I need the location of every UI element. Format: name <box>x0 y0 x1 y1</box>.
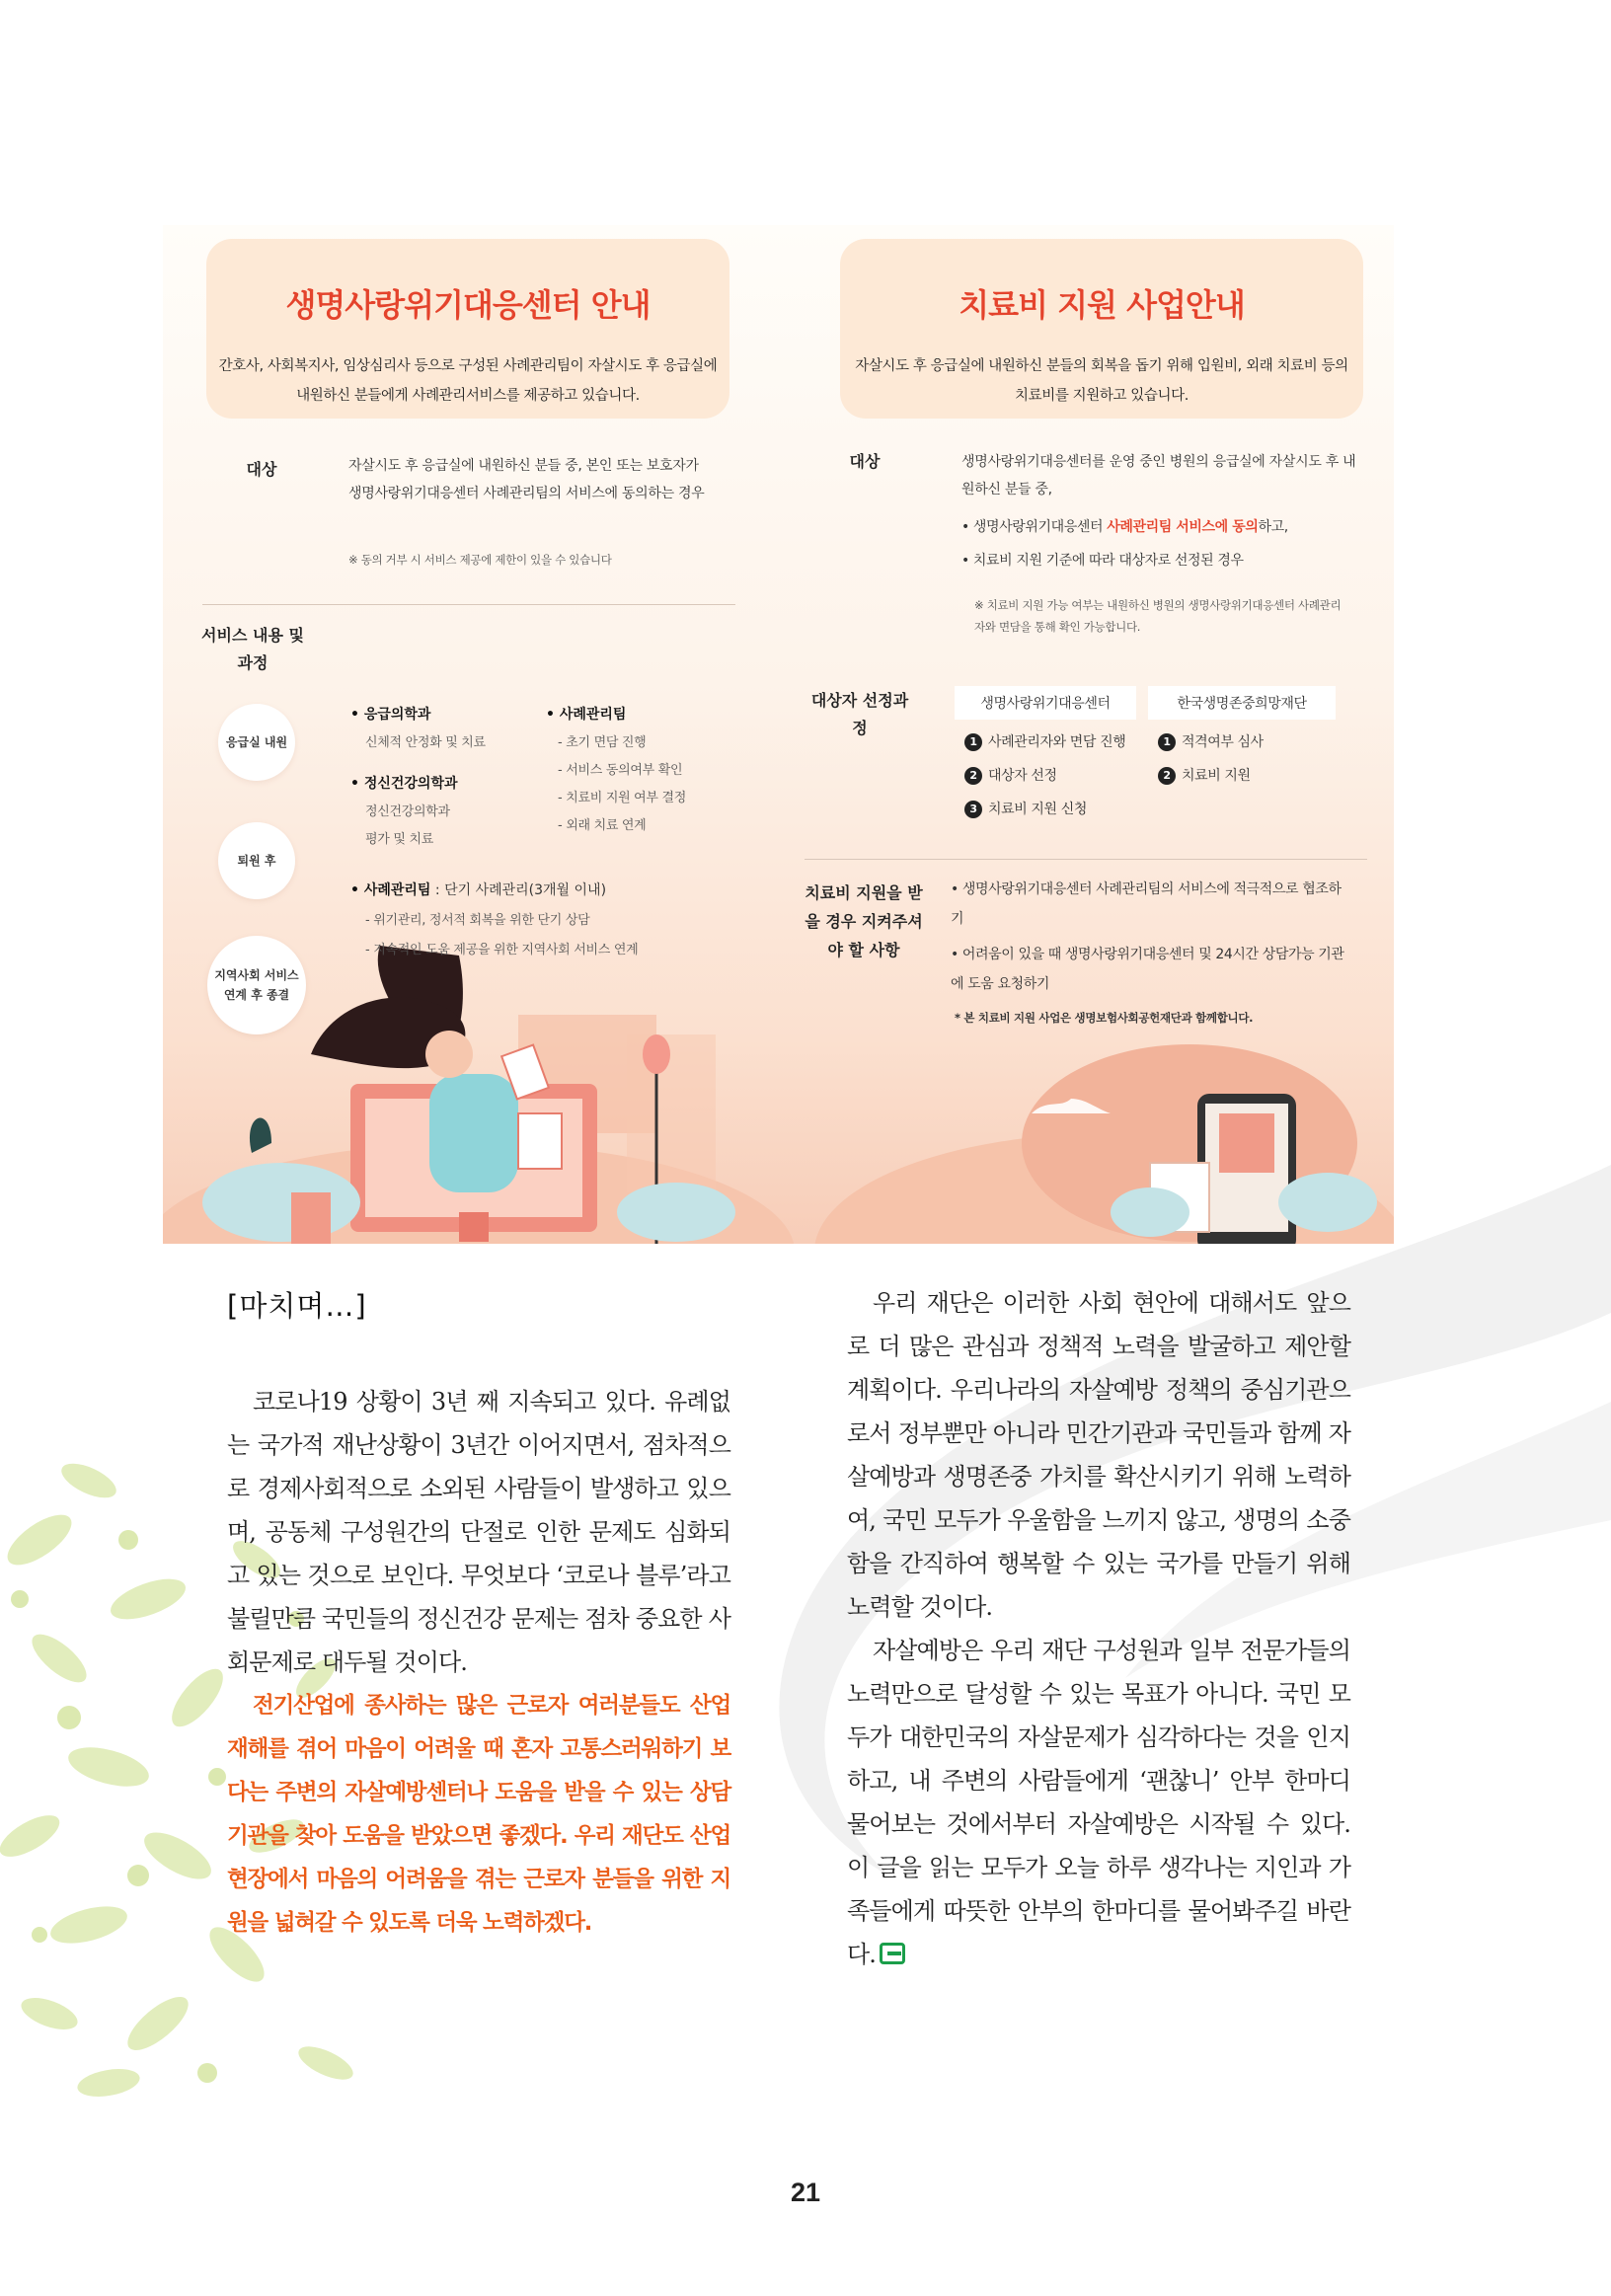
service-label: 서비스 내용 및 과정 <box>201 626 304 672</box>
org2-step-2: 2 치료비 지원 <box>1158 762 1251 790</box>
article-right-paragraph-2: 자살예방은 우리 재단 구성원과 일부 전문가들의 노력만으로 달성할 수 있는 목표가 아니다. 국민 모두가 대한민국의 자살문제가 심각하다는 것을 인지하고, 내 주변의 사람들에게 ‘괜찮니’ 안부 한마디 물어보는 것에서부터 자살예방은 시작될 수 있다. 이 글을 읽는 모두가 오늘 하루 생각나는 지인과 가족들에게 따뜻한 안부의 한마디를 물어봐주길 바란다. <box>847 1637 1350 1968</box>
case-item-2: - 서비스 동의여부 확인 <box>558 763 683 778</box>
step-emergency: 응급실 내원 <box>218 704 295 781</box>
article-left-column <box>227 1380 730 1945</box>
dept-psych-sub2: 평가 및 치료 <box>365 832 433 847</box>
step-discharge: 퇴원 후 <box>218 822 295 899</box>
end-mark-icon <box>880 1943 905 1964</box>
right-target-note: ※ 치료비 지원 가능 여부는 내원하신 병원의 생명사랑위기대응센터 사례관리자와 면담을 통해 확인 가능합니다. <box>974 598 1342 634</box>
dept-emergency-title: • 응급의학과 <box>350 707 431 723</box>
left-panel-intro: 간호사, 사회복지사, 임상심리사 등으로 구성된 사례관리팀이 자살시도 후 응급실에 내원하신 분들에게 사례관리서비스를 제공하고 있습니다. <box>218 358 718 404</box>
case-item-1: - 초기 면담 진행 <box>558 735 647 750</box>
page-number: 21 <box>790 2178 821 2207</box>
left-target-label: 대상 <box>246 460 277 479</box>
org-tab-center: 생명사랑위기대응센터 <box>955 686 1136 720</box>
org-tab-foundation: 한국생명존중희망재단 <box>1148 686 1336 720</box>
right-target-bullet-2: • 치료비 지원 기준에 따라 대상자로 선정된 경우 <box>961 553 1244 569</box>
right-panel-title: 치료비 지원 사업안내 <box>959 286 1245 324</box>
org1-step-2: 2 대상자 선정 <box>964 762 1057 790</box>
article-left-paragraph-1: 코로나19 상황이 3년 째 지속되고 있다. 유례없는 국가적 재난상황이 3년간 이어지면서, 점차적으로 경제사회적으로 소외된 사람들이 발생하고 있으며, 공동체 구성원간의 단절로 인한 문제도 심화되고 있는 것으로 보인다. 무엇보다 ‘코로나 블루’라고 불릴만큼 국민들의 정신건강 문제는 점차 중요한 사회문제로 대두될 것이다. <box>227 1388 730 1676</box>
left-target-text: 자살시도 후 응급실에 내원하신 분들 중, 본인 또는 보호자가 생명사랑위기대응센터 사례관리팀의 서비스에 동의하는 경우 <box>348 458 705 501</box>
case-item-3: - 치료비 지원 여부 결정 <box>558 791 687 805</box>
case-team-title: • 사례관리팀 <box>546 707 627 723</box>
article-left-paragraph-2: 전기산업에 종사하는 많은 근로자 여러분들도 산업재해를 겪어 마음이 어려울 때 혼자 고통스러워하기 보다는 주변의 자살예방센터나 도움을 받을 수 있는 상담기관을 찾아 도움을 받았으면 좋겠다. 우리 재단도 산업현장에서 마음의 어려움을 겪는 근로자 분들을 위한 지원을 넓혀갈 수 있도록 더욱 노력하겠다. <box>227 1693 730 1936</box>
after-discharge-title: • 사례관리팀 : 단기 사례관리(3개월 이내) <box>350 882 607 898</box>
step-community: 지역사회 서비스 연계 후 종결 <box>207 936 306 1034</box>
duty-note: * 본 치료비 지원 사업은 생명보험사회공헌재단과 함께합니다. <box>955 1011 1254 1025</box>
right-target-text: 생명사랑위기대응센터를 운영 중인 병원의 응급실에 자살시도 후 내원하신 분들 중, <box>961 454 1356 497</box>
after-item-1: - 위기관리, 정서적 회복을 위한 단기 상담 <box>365 913 590 928</box>
left-panel-title: 생명사랑위기대응센터 안내 <box>285 286 651 324</box>
case-item-4: - 외래 치료 연계 <box>558 818 647 833</box>
right-panel <box>781 225 1394 1244</box>
org2-step-1: 1 적격여부 심사 <box>1158 728 1264 756</box>
right-divider <box>805 859 1367 860</box>
org1-step-1: 1 사례관리자와 면담 진행 <box>964 728 1125 756</box>
dept-psych-sub1: 정신건강의학과 <box>365 804 450 819</box>
section-heading: [마치며…] <box>227 1289 367 1323</box>
left-title-box <box>206 239 729 419</box>
after-item-2: - 지속적인 도움 제공을 위한 지역사회 서비스 연계 <box>365 943 639 957</box>
duty-item-2: • 어려움이 있을 때 생명사랑위기대응센터 및 24시간 상담가능 기관에 도움 요청하기 <box>951 947 1344 992</box>
left-panel <box>163 225 775 1244</box>
duty-label: 치료비 지원을 받을 경우 지켜주셔야 할 사항 <box>805 883 923 959</box>
right-title-box <box>840 239 1363 419</box>
left-target-note: ※ 동의 거부 시 서비스 제공에 제한이 있을 수 있습니다 <box>348 553 612 567</box>
left-divider <box>202 604 735 605</box>
article-right-paragraph-1: 우리 재단은 이러한 사회 현안에 대해서도 앞으로 더 많은 관심과 정책적 노력을 발굴하고 제안할 계획이다. 우리나라의 자살예방 정책의 중심기관으로서 정부뿐만 아니라 민간기관과 국민들과 함께 자살예방과 생명존중 가치를 확산시키기 위해 노력하여, 국민 모두가 우울함을 느끼지 않고, 생명의 소중함을 간직하여 행복할 수 있는 국가를 만들기 위해 노력할 것이다. <box>847 1289 1350 1621</box>
dept-psych-title: • 정신건강의학과 <box>350 776 458 792</box>
org1-step-3: 3 치료비 지원 신청 <box>964 796 1087 823</box>
selection-label: 대상자 선정과정 <box>810 691 909 737</box>
duty-item-1: • 생명사랑위기대응센터 사례관리팀의 서비스에 적극적으로 협조하기 <box>951 881 1342 927</box>
article-right-column <box>847 1281 1350 1976</box>
right-panel-intro: 자살시도 후 응급실에 내원하신 분들의 회복을 돕기 위해 입원비, 외래 치료비 등의 치료비를 지원하고 있습니다. <box>855 358 1348 404</box>
dept-emergency-sub: 신체적 안정화 및 치료 <box>365 735 486 750</box>
right-target-label: 대상 <box>849 452 881 471</box>
right-target-bullet-1: • 생명사랑위기대응센터 사례관리팀 서비스에 동의하고, <box>961 519 1288 535</box>
infographic <box>163 225 1394 1244</box>
